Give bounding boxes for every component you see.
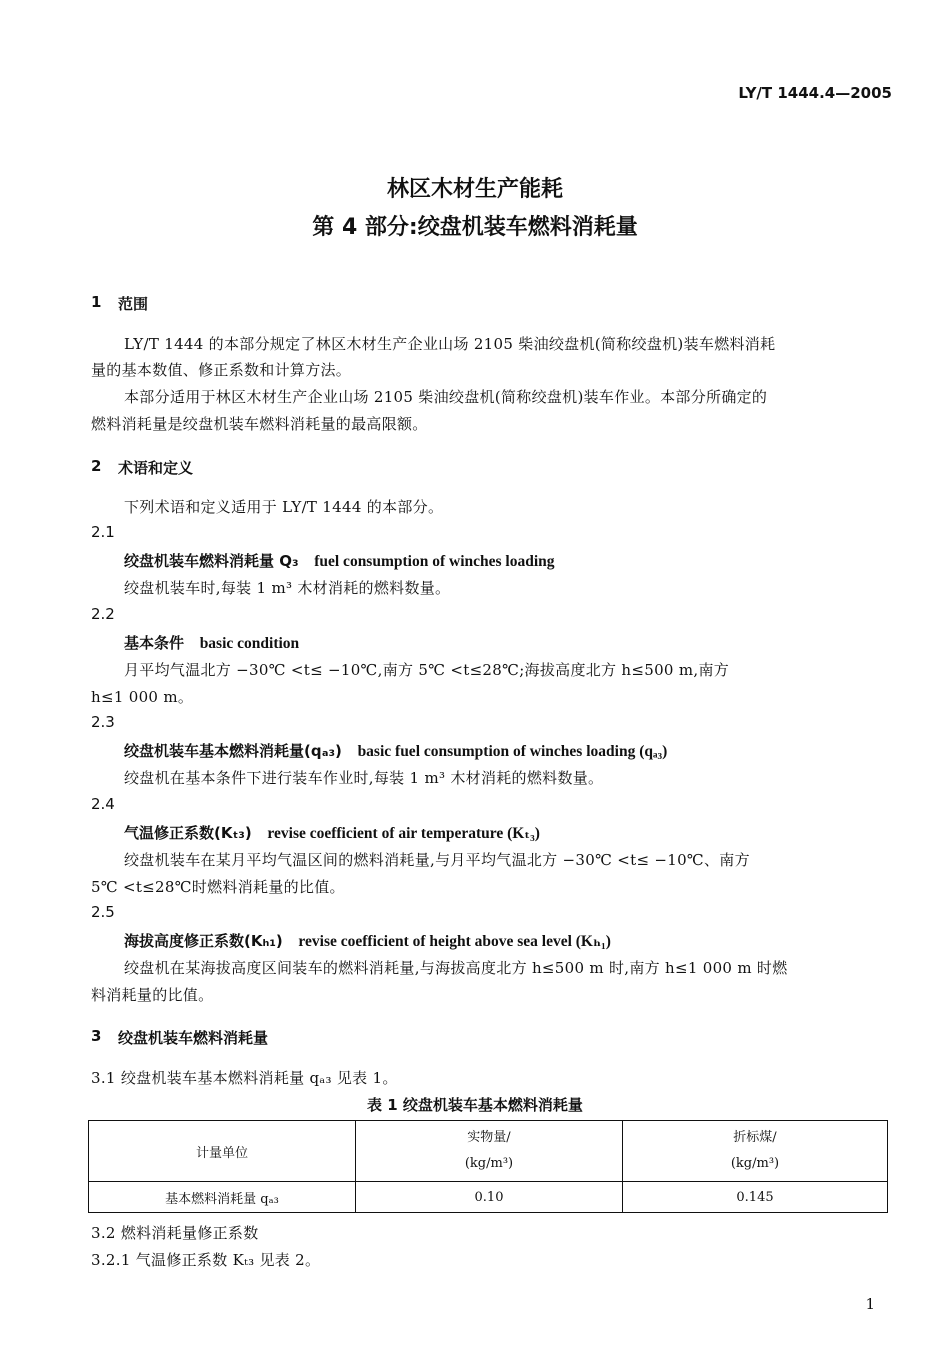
table-header-real-unit: (kg/m³) xyxy=(464,1156,514,1171)
clause-3-1: 3.1 绞盘机装车基本燃料消耗量 qₐ₃ 见表 1。 xyxy=(91,1069,398,1087)
term-2-1-number: 2.1 xyxy=(91,523,115,541)
term-2-5-number: 2.5 xyxy=(91,903,115,921)
term-2-5-en: revise coefficient of height above sea level (Kₕ₁) xyxy=(298,933,611,950)
term-2-2-definition-b: h≤1 000 m。 xyxy=(91,688,194,706)
term-2-3-definition: 绞盘机在基本条件下进行装车作业时,每装 1 m³ 木材消耗的燃料数量。 xyxy=(124,769,604,787)
term-2-1-en: fuel consumption of winches loading xyxy=(314,553,555,570)
table-header-coal-unit: (kg/m³) xyxy=(730,1156,780,1171)
term-2-1-title xyxy=(124,550,555,571)
term-2-3-title xyxy=(124,740,667,761)
document-title: 林区木材生产能耗 xyxy=(386,177,563,202)
term-2-4-definition-a: 绞盘机装车在某月平均气温区间的燃料消耗量,与月平均气温北方 −30℃ <t≤ −10℃、南方 xyxy=(124,851,750,869)
section-1-heading: 范围 xyxy=(118,295,149,313)
term-2-2-title xyxy=(124,632,299,653)
section-2-number: 2 xyxy=(91,457,102,475)
term-2-4-en: revise coefficient of air temperature (Kₜ₃) xyxy=(267,825,540,842)
section-3-heading: 绞盘机装车燃料消耗量 xyxy=(118,1029,269,1047)
term-2-2-number: 2.2 xyxy=(91,605,115,623)
term-2-3-number: 2.3 xyxy=(91,713,115,731)
term-2-4-number: 2.4 xyxy=(91,795,115,813)
section-1-para-2b: 燃料消耗量是绞盘机装车燃料消耗量的最高限额。 xyxy=(91,415,428,433)
table-header-unit: 计量单位 xyxy=(89,1121,356,1182)
table-row-real-value: 0.10 xyxy=(356,1182,623,1213)
term-2-2-en: basic condition xyxy=(199,635,300,652)
term-2-2-zh: 基本条件 xyxy=(124,634,185,652)
table-1 xyxy=(88,1120,888,1213)
table-header-coal-label: 折标煤/ xyxy=(733,1130,777,1145)
table-header-real xyxy=(356,1121,623,1182)
page-number: 1 xyxy=(865,1295,875,1313)
table-row-label: 基本燃料消耗量 qₐ₃ xyxy=(89,1182,356,1213)
clause-3-2-1: 3.2.1 气温修正系数 Kₜ₃ 见表 2。 xyxy=(91,1251,321,1269)
section-1-para-2a: 本部分适用于林区木材生产企业山场 2105 柴油绞盘机(简称绞盘机)装车作业。本部分所确定的 xyxy=(124,388,768,406)
table-1-caption: 表 1 绞盘机装车基本燃料消耗量 xyxy=(367,1096,583,1114)
standard-code: LY/T 1444.4—2005 xyxy=(738,84,892,102)
table-row xyxy=(89,1182,888,1213)
clause-3-2: 3.2 燃料消耗量修正系数 xyxy=(91,1224,259,1242)
term-2-5-definition-a: 绞盘机在某海拔高度区间装车的燃料消耗量,与海拔高度北方 h≤500 m 时,南方 h≤1 000 m 时燃 xyxy=(124,959,788,977)
section-1-number: 1 xyxy=(91,293,102,311)
table-row-coal-value: 0.145 xyxy=(623,1182,888,1213)
section-2-intro: 下列术语和定义适用于 LY/T 1444 的本部分。 xyxy=(124,498,444,516)
term-2-3-en: basic fuel consumption of winches loading (qₐ₃) xyxy=(357,743,668,760)
term-2-5-title xyxy=(124,930,611,951)
term-2-1-definition: 绞盘机装车时,每装 1 m³ 木材消耗的燃料数量。 xyxy=(124,579,451,597)
term-2-5-definition-b: 料消耗量的比值。 xyxy=(91,986,214,1004)
term-2-5-zh: 海拔高度修正系数(Kₕ₁) xyxy=(124,932,283,950)
section-1-para-1a: LY/T 1444 的本部分规定了林区木材生产企业山场 2105 柴油绞盘机(简称绞盘机)装车燃料消耗 xyxy=(124,335,776,353)
term-2-1-zh: 绞盘机装车燃料消耗量 Q₃ xyxy=(124,552,299,570)
term-2-2-definition-a: 月平均气温北方 −30℃ <t≤ −10℃,南方 5℃ <t≤28℃;海拔高度北方 h≤500 m,南方 xyxy=(124,661,730,679)
table-header-coal xyxy=(623,1121,888,1182)
term-2-4-title xyxy=(124,822,540,843)
section-1-para-1b: 量的基本数值、修正系数和计算方法。 xyxy=(91,361,352,379)
table-header-row xyxy=(89,1121,888,1182)
section-3-number: 3 xyxy=(91,1027,102,1045)
term-2-4-definition-b: 5℃ <t≤28℃时燃料消耗量的比值。 xyxy=(91,878,345,896)
document-subtitle: 第 4 部分:绞盘机装车燃料消耗量 xyxy=(312,215,638,240)
section-2-heading: 术语和定义 xyxy=(118,459,194,477)
table-header-real-label: 实物量/ xyxy=(467,1130,511,1145)
term-2-4-zh: 气温修正系数(Kₜ₃) xyxy=(124,824,252,842)
term-2-3-zh: 绞盘机装车基本燃料消耗量(qₐ₃) xyxy=(124,742,342,760)
